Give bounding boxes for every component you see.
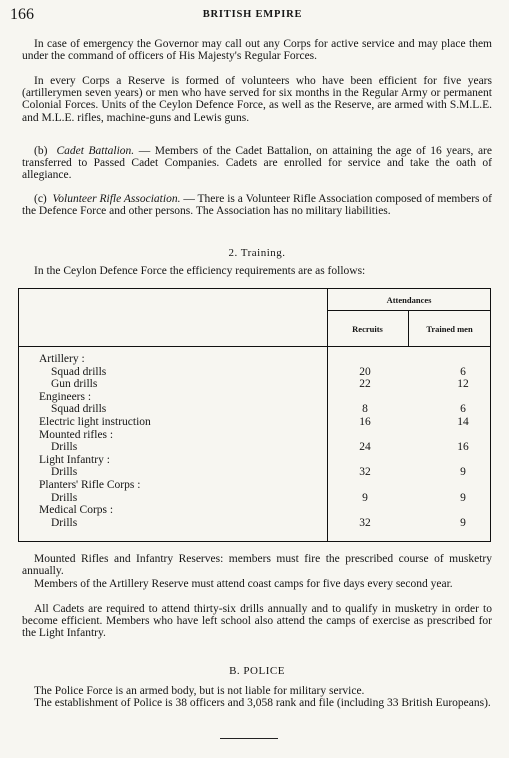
paragraph-reserve: In every Corps a Reserve is formed of volunteers who have been efficient for five years (artillerymen seven years) or men who have served for six months in the Regular Army or permanent Colonial Forces. Units of the Ceylon Defence Force, as well as the Reserve, are armed with S.M.L.E. and M.L.E. rifles, machine-guns and Lewis guns. [22,75,492,124]
table-cell-recruits: 8 [362,403,368,416]
police-heading: B. POLICE [229,665,285,677]
table-cell-trained: 9 [460,516,466,529]
paragraph-cadets: All Cadets are required to attend thirty-six drills annually and to qualify in musketry in order to become efficient. Members who have left school also attend the camps of exercise as prescribed for the Light Infantry. [22,603,492,640]
table-row-label: Drills [51,491,78,504]
table-row [39,378,479,391]
table-row-label: Light Infantry : [39,453,110,466]
table-row [39,391,479,404]
table-row [39,454,479,467]
paragraph-police-establishment: The establishment of Police is 38 officers and 3,058 rank and file (including 33 British Europeans). [34,697,491,709]
table-row [39,416,479,429]
table-row-label: Planters' Rifle Corps : [39,479,141,491]
rifle-title: Volunteer Rifle Association. [52,193,181,205]
table-cell-recruits: 24 [359,441,371,454]
table-col-trained: Trained men [426,324,473,334]
table-cell-recruits: 9 [362,491,368,504]
table-rule-group [327,310,491,311]
table-cell-recruits: 32 [359,516,371,529]
page-number: 166 [10,6,34,23]
training-heading: 2. Training. [228,247,286,259]
table-row [39,429,479,442]
paragraph-police-force: The Police Force is an armed body, but is not liable for military service. [34,685,365,697]
running-head: BRITISH EMPIRE [202,9,303,20]
table-cell-trained: 9 [460,491,466,504]
table-cell-trained: 16 [457,441,469,454]
table-row-label: Engineers : [39,390,92,403]
table-cell-trained: 12 [457,378,469,391]
table-row-label: Artillery : [39,353,85,365]
table-cell-recruits: 32 [359,466,371,479]
table-row [39,517,479,530]
rifle-text: — There is a Volunteer Rifle Association composed of members of the Defence Force and other persons. The Association has no military liabilities. [22,193,493,218]
table-row [39,479,479,492]
table-row-label: Squad drills [51,365,107,378]
cadet-title: Cadet Battalion. [56,145,135,157]
table-row [39,366,479,379]
table-row [39,353,479,366]
table-row-label: Medical Corps : [39,504,114,517]
page-header [10,6,495,26]
table-row [39,403,479,416]
attendance-table [18,288,491,542]
table-row-label: Drills [51,466,78,479]
table-cell-trained: 9 [460,466,466,479]
closing-rule [220,738,278,739]
table-cell-recruits: 16 [359,416,371,428]
paragraph-mounted-reserves: Mounted Rifles and Infantry Reserves: members must fire the prescribed course of musketry annually. [22,553,492,578]
paragraph-cadet-battalion [22,145,492,182]
table-row-label: Gun drills [51,378,98,391]
table-cell-trained: 6 [460,365,466,378]
table-row-label: Drills [51,441,78,454]
table-row [39,466,479,479]
table-rule-header [19,346,491,347]
table-cell-recruits: 20 [359,365,371,378]
table-col-recruits: Recruits [352,324,383,334]
cadet-text: — Members of the Cadet Battalion, on attaining the age of 16 years, are transferred to Passed Cadet Companies. Cadets are enrolled for service and take the oath of allegiance. [22,145,492,182]
table-row-label: Squad drills [51,403,107,416]
paragraph-rifle-association [22,193,492,217]
table-cell-trained: 6 [460,403,466,416]
table-row-label: Electric light instruction [39,416,151,428]
paragraph-artillery-reserve: Members of the Artillery Reserve must attend coast camps for five days every second year. [34,578,453,590]
table-cell-trained: 14 [457,416,469,428]
training-intro: In the Ceylon Defence Force the efficiency requirements are as follows: [34,265,366,277]
cadet-label: (b) [34,145,48,157]
table-row-label: Drills [51,516,78,529]
paragraph-emergency: In case of emergency the Governor may call out any Corps for active service and may place them under the command of officers of His Majesty's Regular Forces. [22,38,492,63]
table-group-header: Attendances [386,295,432,305]
table-row [39,441,479,454]
table-row [39,504,479,517]
table-row-label: Mounted rifles : [39,428,114,441]
table-row [39,492,479,505]
rifle-label: (c) [34,193,47,205]
table-cell-recruits: 22 [359,378,371,391]
